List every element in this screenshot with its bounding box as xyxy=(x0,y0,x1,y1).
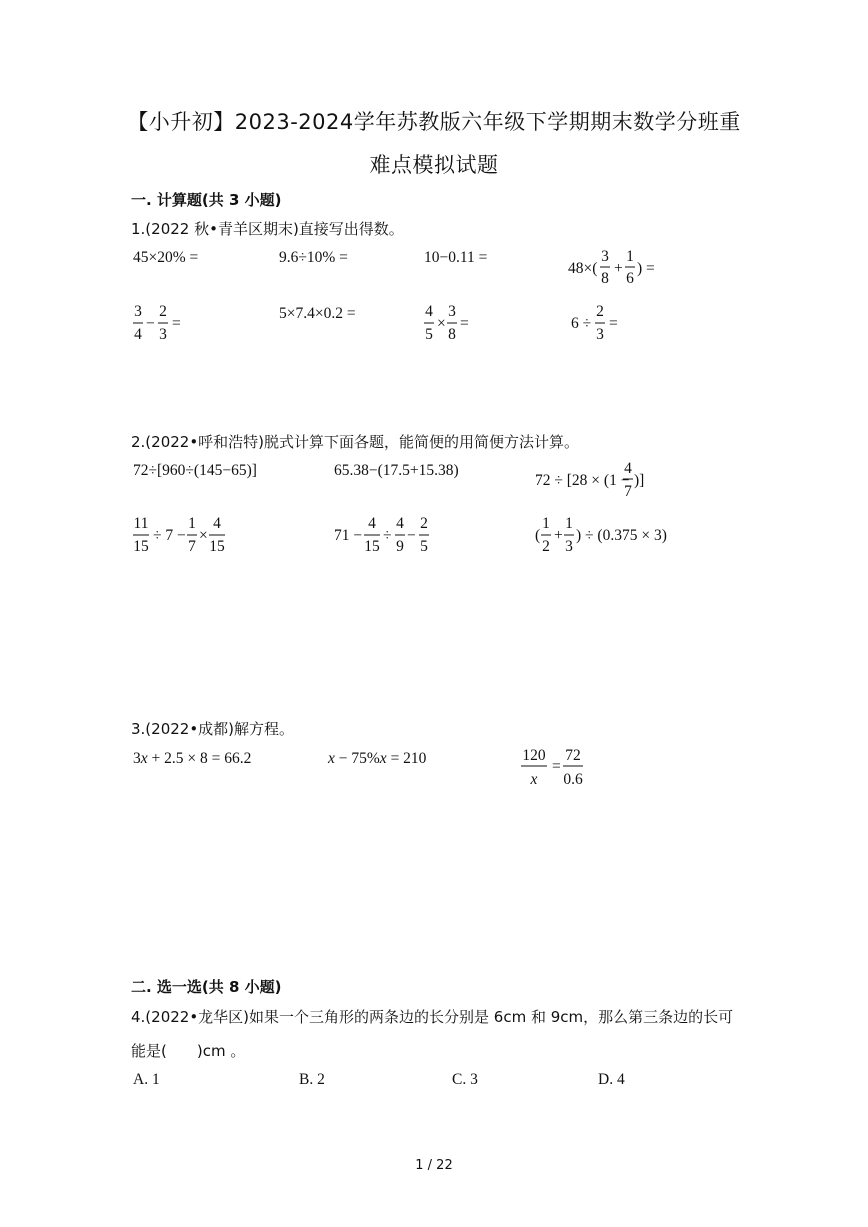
svg-text:x − 75%x = 210: x − 75%x = 210 xyxy=(328,750,427,767)
question-1-stem: 1.(2022 秋•青羊区期末)直接写出得数。 xyxy=(131,220,404,238)
q1-item-6: 5×7.4×0.2 = xyxy=(279,305,356,322)
svg-text:4: 4 xyxy=(425,303,433,320)
question-4-stem-line1: 4.(2022•龙华区)如果一个三角形的两条边的长分别是 6cm 和 9cm，那么第三条边的长可 xyxy=(131,1008,734,1026)
svg-text:3: 3 xyxy=(601,248,609,265)
svg-text:4: 4 xyxy=(213,515,221,532)
svg-text:) =: ) = xyxy=(637,260,655,277)
q1-item-7 xyxy=(424,304,484,346)
q2-item-5 xyxy=(334,516,434,558)
svg-text:4: 4 xyxy=(396,515,404,532)
svg-text:x: x xyxy=(530,771,538,788)
q1-item-5 xyxy=(133,304,193,346)
question-4-stem-line2: 能是( )cm 。 xyxy=(131,1042,246,1060)
svg-text:=: = xyxy=(172,315,181,332)
svg-text:72: 72 xyxy=(565,747,581,764)
svg-text:) ÷ (0.375 × 3): ) ÷ (0.375 × 3) xyxy=(576,527,667,544)
svg-text:7: 7 xyxy=(188,538,196,555)
svg-text:×: × xyxy=(199,527,208,544)
document-title-line2: 难点模拟试题 xyxy=(369,153,499,177)
svg-text:−: − xyxy=(146,315,155,332)
svg-text:5: 5 xyxy=(420,538,428,555)
svg-text:7: 7 xyxy=(624,483,632,500)
svg-text:÷: ÷ xyxy=(383,527,392,544)
svg-text:4: 4 xyxy=(134,326,142,343)
svg-text:1: 1 xyxy=(565,515,573,532)
q4-option-b: B. 2 xyxy=(299,1071,325,1088)
svg-text:−: − xyxy=(407,527,416,544)
q3-item-3 xyxy=(521,746,591,790)
svg-text:8: 8 xyxy=(448,326,456,343)
svg-text:=: = xyxy=(609,315,618,332)
svg-text:8: 8 xyxy=(601,270,609,287)
svg-text:2: 2 xyxy=(596,303,604,320)
q3-item-1 xyxy=(133,748,263,772)
question-2-stem: 2.(2022•呼和浩特)脱式计算下面各题，能简便的用简便方法计算。 xyxy=(131,433,580,451)
q4-option-a: A. 1 xyxy=(133,1071,160,1088)
svg-text:6: 6 xyxy=(626,270,634,287)
q1-item-3: 10−0.11 = xyxy=(424,249,488,266)
svg-text:6 ÷: 6 ÷ xyxy=(571,315,592,332)
svg-text:11: 11 xyxy=(133,515,149,532)
document-title-line1: 【小升初】2023-2024学年苏教版六年级下学期期末数学分班重 xyxy=(127,110,741,134)
svg-text:1: 1 xyxy=(626,248,634,265)
svg-text:4: 4 xyxy=(368,515,376,532)
svg-text:48×(: 48×( xyxy=(568,260,598,277)
svg-text:1: 1 xyxy=(188,515,196,532)
page-number: 1 / 22 xyxy=(415,1158,453,1173)
svg-text:×: × xyxy=(437,315,446,332)
q2-item-3 xyxy=(535,459,645,503)
svg-text:15: 15 xyxy=(209,538,225,555)
q1-item-8 xyxy=(571,304,631,346)
section-heading-multiple-choice: 二. 选一选(共 8 小题) xyxy=(131,978,282,996)
svg-text:4: 4 xyxy=(624,460,632,477)
svg-text:1: 1 xyxy=(542,515,550,532)
svg-text:÷ 7 −: ÷ 7 − xyxy=(153,527,186,544)
svg-text:3: 3 xyxy=(448,303,456,320)
svg-text:15: 15 xyxy=(364,538,380,555)
svg-text:3: 3 xyxy=(565,538,573,555)
q2-item-1: 72÷[960÷(145−65)] xyxy=(133,462,257,479)
svg-text:2: 2 xyxy=(542,538,550,555)
svg-text:=: = xyxy=(552,758,561,775)
q1-item-1: 45×20% = xyxy=(133,249,199,266)
q1-item-4 xyxy=(568,246,668,294)
svg-text:3x + 2.5 × 8 = 66.2: 3x + 2.5 × 8 = 66.2 xyxy=(133,750,252,767)
q2-item-4 xyxy=(133,516,233,558)
svg-text:=: = xyxy=(460,315,469,332)
svg-text:15: 15 xyxy=(133,538,149,555)
q1-item-2: 9.6÷10% = xyxy=(279,249,348,266)
svg-text:+: + xyxy=(614,260,623,277)
svg-text:2: 2 xyxy=(159,303,167,320)
q3-item-2 xyxy=(328,748,448,772)
svg-text:3: 3 xyxy=(159,326,167,343)
q2-item-6 xyxy=(535,516,665,558)
q4-option-d: D. 4 xyxy=(598,1071,625,1088)
svg-text:0.6: 0.6 xyxy=(563,771,583,788)
q4-option-c: C. 3 xyxy=(452,1071,478,1088)
section-heading-calculation: 一. 计算题(共 3 小题) xyxy=(131,191,282,209)
svg-text:+: + xyxy=(554,527,563,544)
question-3-stem: 3.(2022•成都)解方程。 xyxy=(131,720,295,738)
svg-text:120: 120 xyxy=(522,747,546,764)
svg-text:5: 5 xyxy=(425,326,433,343)
svg-text:9: 9 xyxy=(396,538,404,555)
svg-text:2: 2 xyxy=(420,515,428,532)
svg-text:(: ( xyxy=(535,527,541,544)
svg-text:71 −: 71 − xyxy=(334,527,363,544)
svg-text:3: 3 xyxy=(134,303,142,320)
q2-item-2: 65.38−(17.5+15.38) xyxy=(334,462,459,479)
svg-text:72 ÷ [28 × (1 −: 72 ÷ [28 × (1 − xyxy=(535,472,630,489)
svg-text:3: 3 xyxy=(596,326,604,343)
svg-text:)]: )] xyxy=(634,472,645,489)
